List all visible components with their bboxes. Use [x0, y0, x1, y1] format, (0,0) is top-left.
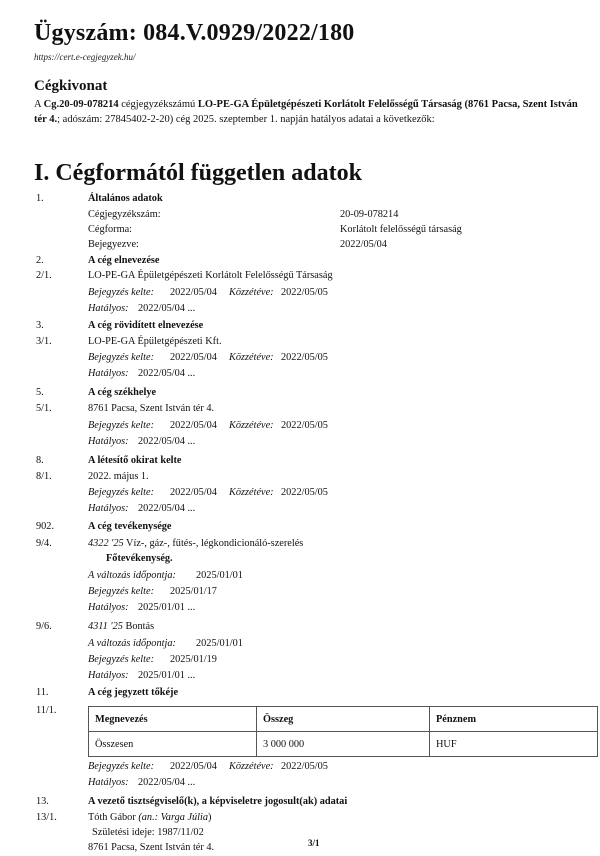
capital-name-cell: Összesen: [89, 732, 257, 757]
officer-name-row: 13/1. Tóth Gábor (an.: Varga Júlia): [36, 812, 212, 823]
short-name-effective-row: Hatályos: 2022/05/04 ...: [88, 368, 196, 379]
short-name-entry-row: 3/1. LO-PE-GA Épületgépészeti Kft.: [36, 336, 222, 347]
name-effective-row: Hatályos: 2022/05/04 ...: [88, 303, 196, 314]
table-row: [89, 732, 598, 757]
activity-a-change-row: A változás időpontja: 2025/01/01: [88, 570, 243, 581]
reg-number-row: Cégjegyzékszám: 20-09-078214: [88, 209, 399, 220]
capital-effective-row: Hatályos: 2022/05/04 ...: [88, 777, 196, 788]
document-title: Cégkivonat: [34, 78, 108, 94]
activity-a-entry-row: 9/4. 4322 '25 Víz-, gáz-, fűtés-, légkondicionáló-szerelés: [36, 538, 304, 549]
name-entry-row: 2/1. LO-PE-GA Épületgépészeti Korlátolt Felelősségű Társaság: [36, 270, 333, 281]
seat-heading-row: 5. A cég székhelye: [36, 387, 157, 398]
intro-paragraph: A Cg.20-09-078214 cégjegyzékszámú LO-PE-GA Épületgépészeti Korlátolt Felelősségű Társaság (8761 Pacsa, Szent István tér 4.; adószám: 27845402-2-20) cég 2025. szeptember 1. napján hatályos adatai a következők:: [34, 99, 578, 125]
capital-dates-row: Bejegyzés kelte: 2022/05/04 Közzétéve: 2022/05/05: [88, 761, 328, 772]
col-amount-header: Összeg: [257, 707, 430, 732]
deed-effective-row: Hatályos: 2022/05/04 ...: [88, 503, 196, 514]
page-number: 3/1: [308, 838, 320, 848]
activity-b-entry-row: 9/6. 4311 '25 Bontás: [36, 621, 155, 632]
registered-row: Bejegyezve: 2022/05/04: [88, 239, 387, 250]
officer-address-row: 8761 Pacsa, Szent István tér 4.: [88, 842, 215, 853]
activity-a-dates-row: Bejegyzés kelte: 2025/01/17: [88, 586, 217, 597]
name-dates-row: Bejegyzés kelte: 2022/05/04 Közzétéve: 2022/05/05: [88, 287, 328, 298]
deed-heading-row: 8. A létesítő okirat kelte: [36, 455, 182, 466]
capital-heading-row: 11. A cég jegyzett tőkéje: [36, 687, 179, 698]
general-heading-row: 1. Általános adatok: [36, 193, 163, 204]
case-number-title: Ügyszám: 084.V.0929/2022/180: [34, 20, 355, 46]
seat-effective-row: Hatályos: 2022/05/04 ...: [88, 436, 196, 447]
capital-sub-row: 11/1.: [36, 705, 57, 716]
activity-b-dates-row: Bejegyzés kelte: 2025/01/19: [88, 654, 217, 665]
deed-entry-row: 8/1. 2022. május 1.: [36, 471, 149, 482]
name-heading-row: 2. A cég elnevezése: [36, 255, 160, 266]
activity-b-effective-row: Hatályos: 2025/01/01 ...: [88, 670, 196, 681]
officers-heading-row: 13. A vezető tisztségviselő(k), a képviseletre jogosult(ak) adatai: [36, 796, 348, 807]
capital-table-header: [89, 707, 598, 732]
col-name-header: Megnevezés: [89, 707, 257, 732]
seat-entry-row: 5/1. 8761 Pacsa, Szent István tér 4.: [36, 403, 215, 414]
deed-dates-row: Bejegyzés kelte: 2022/05/04 Közzétéve: 2022/05/05: [88, 487, 328, 498]
capital-table: [88, 706, 598, 757]
seat-dates-row: Bejegyzés kelte: 2022/05/04 Közzétéve: 2022/05/05: [88, 420, 328, 431]
source-url[interactable]: https://cert.e-cegjegyzek.hu/: [34, 52, 136, 62]
officer-birth-row: Születési ideje: 1987/11/02: [92, 827, 204, 838]
activity-heading-row: 902. A cég tevékenysége: [36, 521, 172, 532]
short-name-heading-row: 3. A cég rövidített elnevezése: [36, 320, 204, 331]
section-title: I. Cégformától független adatok: [34, 160, 362, 186]
capital-currency-cell: HUF: [430, 732, 598, 757]
activity-a-main-row: Főtevékenység.: [106, 553, 173, 564]
activity-a-effective-row: Hatályos: 2025/01/01 ...: [88, 602, 196, 613]
activity-b-change-row: A változás időpontja: 2025/01/01: [88, 638, 243, 649]
short-name-dates-row: Bejegyzés kelte: 2022/05/04 Közzétéve: 2022/05/05: [88, 352, 328, 363]
col-currency-header: Pénznem: [430, 707, 598, 732]
capital-amount-cell: 3 000 000: [257, 732, 430, 757]
company-form-row: Cégforma: Korlátolt felelősségű társaság: [88, 224, 462, 235]
